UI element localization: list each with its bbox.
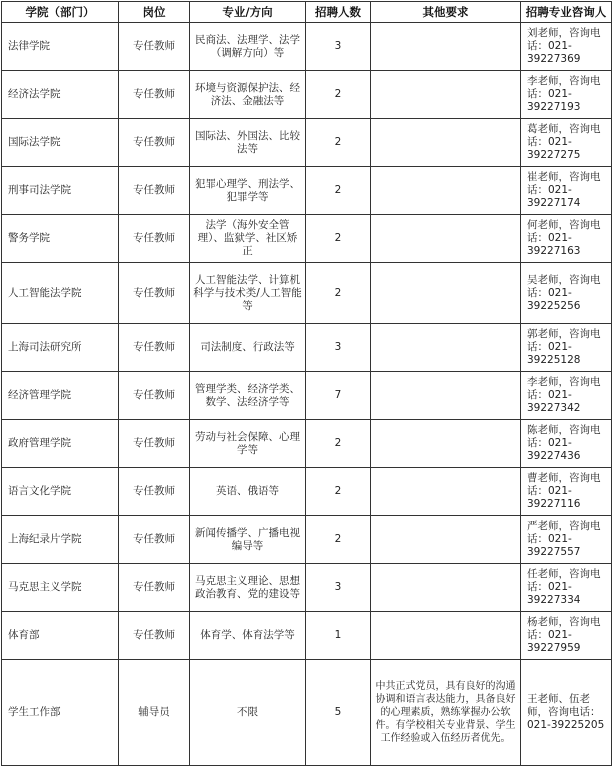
post-cell: 辅导员 bbox=[119, 660, 190, 766]
school-cell: 警务学院 bbox=[2, 215, 119, 263]
contact-cell: 严老师，咨询电话：021-39227557 bbox=[521, 516, 612, 564]
table-row bbox=[2, 71, 612, 119]
contact-cell: 任老师，咨询电话：021-39227334 bbox=[521, 564, 612, 612]
requirements-cell bbox=[371, 564, 521, 612]
contact-cell: 陈老师，咨询电话：021-39227436 bbox=[521, 420, 612, 468]
school-cell: 经济法学院 bbox=[2, 71, 119, 119]
requirements-cell bbox=[371, 215, 521, 263]
major-cell: 马克思主义理论、思想政治教育、党的建设等 bbox=[190, 564, 306, 612]
contact-cell: 李老师，咨询电话：021-39227342 bbox=[521, 372, 612, 420]
count-cell: 1 bbox=[306, 612, 371, 660]
school-cell: 法律学院 bbox=[2, 23, 119, 71]
requirements-cell bbox=[371, 612, 521, 660]
table-row bbox=[2, 564, 612, 612]
school-cell: 政府管理学院 bbox=[2, 420, 119, 468]
post-cell: 专任教师 bbox=[119, 372, 190, 420]
contact-cell: 葛老师，咨询电话：021-39227275 bbox=[521, 119, 612, 167]
count-cell: 2 bbox=[306, 263, 371, 324]
requirements-cell bbox=[371, 23, 521, 71]
contact-cell: 崔老师，咨询电话：021-39227174 bbox=[521, 167, 612, 215]
header-post: 岗位 bbox=[119, 2, 190, 23]
post-cell: 专任教师 bbox=[119, 420, 190, 468]
contact-cell: 王老师、伍老师，咨询电话：021-39225205 bbox=[521, 660, 612, 766]
table-row bbox=[2, 167, 612, 215]
post-cell: 专任教师 bbox=[119, 612, 190, 660]
requirements-cell bbox=[371, 420, 521, 468]
requirements-cell bbox=[371, 119, 521, 167]
post-cell: 专任教师 bbox=[119, 324, 190, 372]
header-requirements: 其他要求 bbox=[371, 2, 521, 23]
school-cell: 体育部 bbox=[2, 612, 119, 660]
major-cell: 环境与资源保护法、经济法、金融法等 bbox=[190, 71, 306, 119]
requirements-cell bbox=[371, 167, 521, 215]
contact-cell: 曹老师，咨询电话：021-39227116 bbox=[521, 468, 612, 516]
major-cell: 司法制度、行政法等 bbox=[190, 324, 306, 372]
school-cell: 国际法学院 bbox=[2, 119, 119, 167]
post-cell: 专任教师 bbox=[119, 564, 190, 612]
header-contact: 招聘专业咨询人 bbox=[521, 2, 612, 23]
table-row bbox=[2, 263, 612, 324]
table-row bbox=[2, 660, 612, 766]
table-row bbox=[2, 324, 612, 372]
post-cell: 专任教师 bbox=[119, 119, 190, 167]
count-cell: 2 bbox=[306, 468, 371, 516]
recruitment-table bbox=[1, 1, 612, 766]
contact-cell: 郭老师，咨询电话：021-39225128 bbox=[521, 324, 612, 372]
count-cell: 2 bbox=[306, 167, 371, 215]
table-row bbox=[2, 372, 612, 420]
requirements-cell: 中共正式党员，具有良好的沟通协调和语言表达能力，具备良好的心理素质，熟练掌握办公软件。有学校相关专业背景、学生工作经验或入伍经历者优先。 bbox=[371, 660, 521, 766]
major-cell: 英语、俄语等 bbox=[190, 468, 306, 516]
post-cell: 专任教师 bbox=[119, 23, 190, 71]
count-cell: 3 bbox=[306, 324, 371, 372]
post-cell: 专任教师 bbox=[119, 215, 190, 263]
requirements-cell bbox=[371, 71, 521, 119]
count-cell: 3 bbox=[306, 23, 371, 71]
contact-cell: 刘老师，咨询电话：021-39227369 bbox=[521, 23, 612, 71]
count-cell: 2 bbox=[306, 516, 371, 564]
header-count: 招聘人数 bbox=[306, 2, 371, 23]
header-row bbox=[2, 2, 612, 23]
count-cell: 2 bbox=[306, 215, 371, 263]
table-body bbox=[2, 23, 612, 766]
major-cell: 新闻传播学、广播电视编导等 bbox=[190, 516, 306, 564]
count-cell: 2 bbox=[306, 420, 371, 468]
major-cell: 体育学、体育法学等 bbox=[190, 612, 306, 660]
school-cell: 人工智能法学院 bbox=[2, 263, 119, 324]
count-cell: 3 bbox=[306, 564, 371, 612]
requirements-cell bbox=[371, 372, 521, 420]
major-cell: 管理学类、经济学类、数学、法经济学等 bbox=[190, 372, 306, 420]
table-row bbox=[2, 23, 612, 71]
requirements-cell bbox=[371, 468, 521, 516]
table-row bbox=[2, 468, 612, 516]
table-row bbox=[2, 612, 612, 660]
major-cell: 国际法、外国法、比较法等 bbox=[190, 119, 306, 167]
school-cell: 上海司法研究所 bbox=[2, 324, 119, 372]
contact-cell: 吴老师，咨询电话：021-39225256 bbox=[521, 263, 612, 324]
contact-cell: 何老师，咨询电话：021-39227163 bbox=[521, 215, 612, 263]
contact-cell: 李老师，咨询电话：021-39227193 bbox=[521, 71, 612, 119]
table-row bbox=[2, 516, 612, 564]
major-cell: 劳动与社会保障、心理学等 bbox=[190, 420, 306, 468]
table-row bbox=[2, 119, 612, 167]
requirements-cell bbox=[371, 263, 521, 324]
school-cell: 上海纪录片学院 bbox=[2, 516, 119, 564]
post-cell: 专任教师 bbox=[119, 516, 190, 564]
post-cell: 专任教师 bbox=[119, 167, 190, 215]
contact-cell: 杨老师，咨询电话：021-39227959 bbox=[521, 612, 612, 660]
count-cell: 2 bbox=[306, 119, 371, 167]
school-cell: 马克思主义学院 bbox=[2, 564, 119, 612]
count-cell: 5 bbox=[306, 660, 371, 766]
header-school: 学院（部门） bbox=[2, 2, 119, 23]
major-cell: 不限 bbox=[190, 660, 306, 766]
table-row bbox=[2, 215, 612, 263]
major-cell: 法学（海外安全管理）、监狱学、社区矫正 bbox=[190, 215, 306, 263]
post-cell: 专任教师 bbox=[119, 71, 190, 119]
count-cell: 2 bbox=[306, 71, 371, 119]
school-cell: 语言文化学院 bbox=[2, 468, 119, 516]
post-cell: 专任教师 bbox=[119, 263, 190, 324]
major-cell: 犯罪心理学、刑法学、犯罪学等 bbox=[190, 167, 306, 215]
school-cell: 经济管理学院 bbox=[2, 372, 119, 420]
count-cell: 7 bbox=[306, 372, 371, 420]
requirements-cell bbox=[371, 516, 521, 564]
post-cell: 专任教师 bbox=[119, 468, 190, 516]
school-cell: 学生工作部 bbox=[2, 660, 119, 766]
major-cell: 人工智能法学、计算机科学与技术类/人工智能等 bbox=[190, 263, 306, 324]
header-major: 专业/方向 bbox=[190, 2, 306, 23]
major-cell: 民商法、法理学、法学（调解方向）等 bbox=[190, 23, 306, 71]
requirements-cell bbox=[371, 324, 521, 372]
school-cell: 刑事司法学院 bbox=[2, 167, 119, 215]
table-row bbox=[2, 420, 612, 468]
